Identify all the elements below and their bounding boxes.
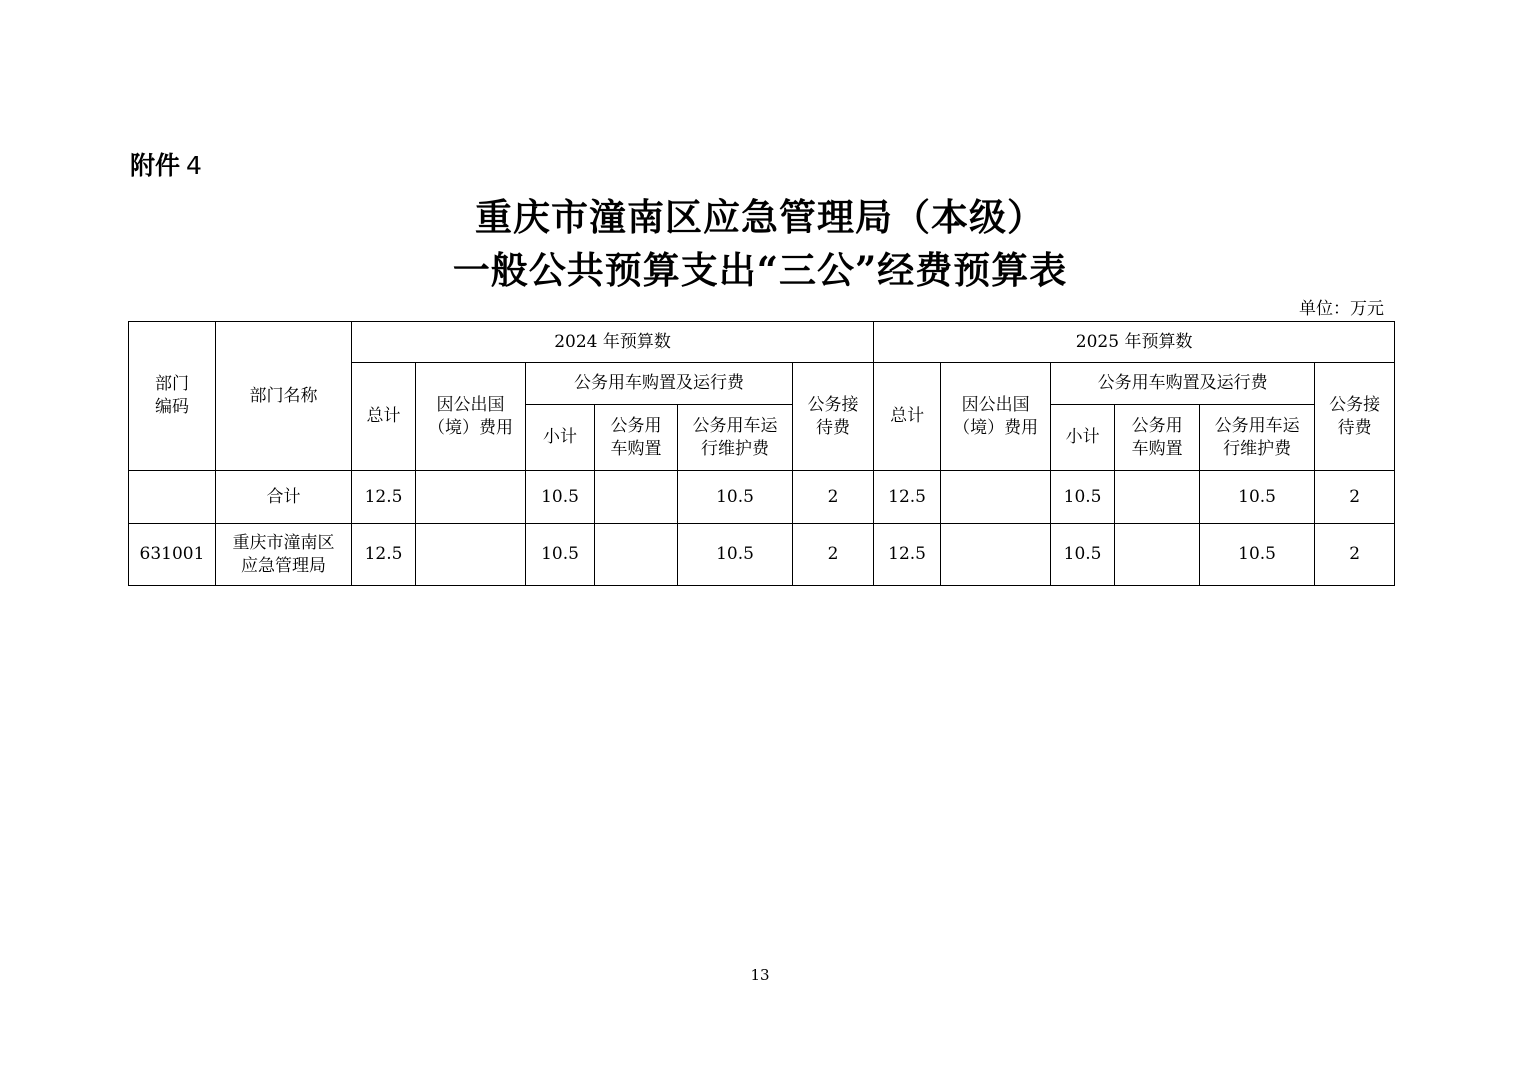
cell-value: 10.5 [1051, 471, 1115, 524]
cell-value: 10.5 [1200, 471, 1315, 524]
cell-value: 2 [1315, 524, 1395, 586]
header-row-years [129, 322, 1395, 363]
cell-value [1115, 524, 1200, 586]
cell-code [129, 471, 216, 524]
header-vehicle-group-2024: 公务用车购置及运行费 [526, 363, 793, 405]
cell-name: 重庆市潼南区应急管理局 [216, 524, 352, 586]
cell-value: 12.5 [352, 471, 416, 524]
cell-value [416, 524, 526, 586]
header-vehicle-group-2025: 公务用车购置及运行费 [1051, 363, 1315, 405]
header-abroad-2024: 因公出国（境）费用 [416, 363, 526, 471]
header-total-2025: 总计 [874, 363, 941, 471]
cell-code: 631001 [129, 524, 216, 586]
cell-value: 12.5 [352, 524, 416, 586]
attachment-label [130, 146, 202, 182]
header-vehicle-purchase-2025: 公务用车购置 [1115, 405, 1200, 471]
cell-value: 12.5 [874, 471, 941, 524]
header-dept-code: 部门编码 [129, 322, 216, 471]
attachment-number: 4 [186, 151, 202, 180]
cell-value [941, 524, 1051, 586]
page-title-line2: 一般公共预算支出“三公”经费预算表 [452, 248, 1068, 292]
header-subtotal-2024: 小计 [526, 405, 595, 471]
cell-value: 12.5 [874, 524, 941, 586]
header-vehicle-operation-2025: 公务用车运行维护费 [1200, 405, 1315, 471]
cell-value: 10.5 [1200, 524, 1315, 586]
header-vehicle-purchase-2024: 公务用车购置 [595, 405, 678, 471]
header-year-2025: 2025 年预算数 [874, 322, 1395, 363]
page-number: 13 [750, 966, 770, 984]
cell-value [941, 471, 1051, 524]
header-vehicle-operation-2024: 公务用车运行维护费 [678, 405, 793, 471]
cell-value: 10.5 [526, 471, 595, 524]
cell-value [595, 471, 678, 524]
header-abroad-2025: 因公出国（境）费用 [941, 363, 1051, 471]
attachment-text: 附件 [130, 151, 181, 180]
header-total-2024: 总计 [352, 363, 416, 471]
header-reception-2024: 公务接待费 [793, 363, 874, 471]
cell-value: 10.5 [678, 471, 793, 524]
cell-value [1115, 471, 1200, 524]
cell-value [595, 524, 678, 586]
cell-value: 2 [1315, 471, 1395, 524]
cell-value: 2 [793, 524, 874, 586]
cell-value: 10.5 [678, 524, 793, 586]
table-row-dept [129, 524, 1395, 586]
cell-value: 10.5 [526, 524, 595, 586]
header-dept-name: 部门名称 [216, 322, 352, 471]
header-year-2024: 2024 年预算数 [352, 322, 874, 363]
cell-value: 10.5 [1051, 524, 1115, 586]
cell-value [416, 471, 526, 524]
cell-name: 合计 [216, 471, 352, 524]
cell-value: 2 [793, 471, 874, 524]
budget-table [128, 321, 1395, 586]
unit-label: 单位：万元 [1299, 299, 1384, 319]
page-title-line1: 重庆市潼南区应急管理局（本级） [475, 195, 1045, 239]
header-subtotal-2025: 小计 [1051, 405, 1115, 471]
table-row-total [129, 471, 1395, 524]
header-reception-2025: 公务接待费 [1315, 363, 1395, 471]
